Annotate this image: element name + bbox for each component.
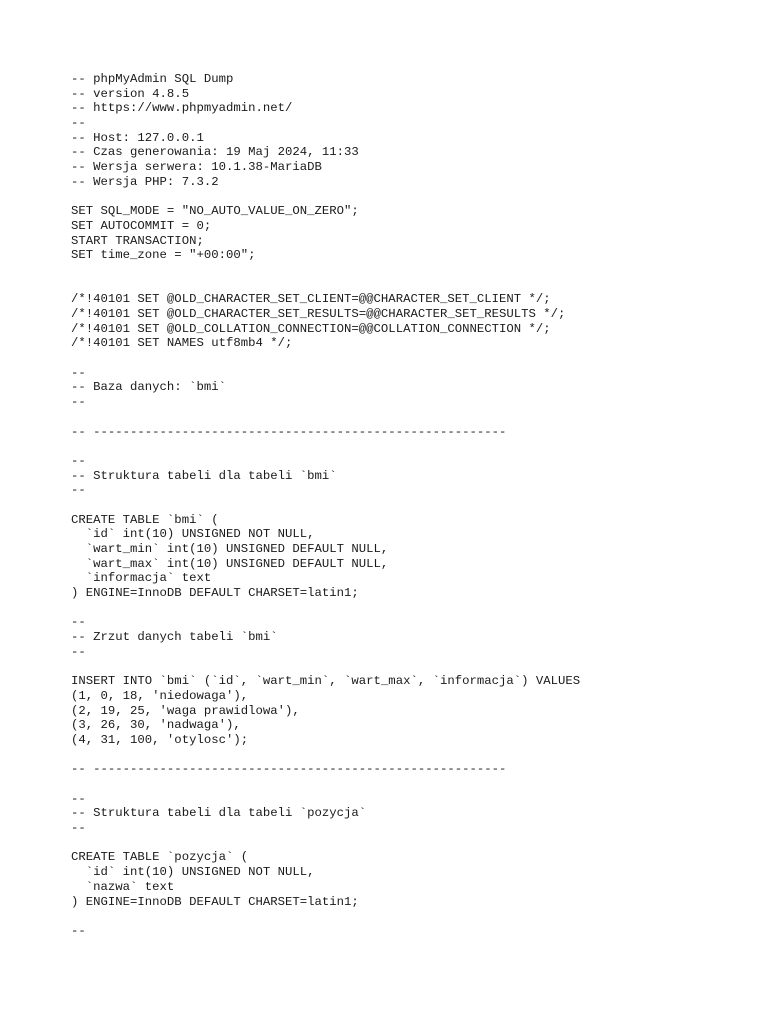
code-line: -- [71,821,86,836]
code-line: ) ENGINE=InnoDB DEFAULT CHARSET=latin1; [71,894,359,909]
code-line: (2, 19, 25, 'waga prawidlowa'), [71,703,300,718]
code-line [71,439,751,454]
code-line: `wart_min` int(10) UNSIGNED DEFAULT NULL, [71,542,389,556]
code-line [71,410,751,425]
code-line: -- Wersja serwera: 10.1.38-MariaDB [71,160,322,175]
code-line: -- [71,453,86,468]
code-line: (4, 31, 100, 'otylosc'); [71,732,249,747]
code-line: (3, 26, 30, 'nadwaga'), [71,718,241,733]
code-line: -- Host: 127.0.0.1 [71,130,204,145]
code-line: -- Struktura tabeli dla tabeli `pozycja` [71,806,367,821]
code-line [71,777,751,792]
code-line [71,601,751,616]
code-line: /*!40101 SET @OLD_CHARACTER_SET_CLIENT=@@CHARACTER_SET_CLIENT */; [71,292,551,307]
sql-dump-text [71,72,751,939]
code-line: `id` int(10) UNSIGNED NOT NULL, [71,527,315,542]
code-line: -- Wersja PHP: 7.3.2 [71,174,219,189]
code-line: `id` int(10) UNSIGNED NOT NULL, [71,865,315,880]
code-line: SET SQL_MODE = "NO_AUTO_VALUE_ON_ZERO"; [71,204,359,219]
code-line: SET AUTOCOMMIT = 0; [71,218,212,233]
code-line: -- [71,791,86,806]
code-line: -- [71,365,86,380]
code-line [71,909,751,924]
code-line [71,498,751,513]
code-line: -- phpMyAdmin SQL Dump [71,72,234,86]
code-line: -- [71,116,86,131]
code-line: (1, 0, 18, 'niedowaga'), [71,688,249,703]
code-line [71,836,751,851]
code-line: -- [71,923,86,938]
code-line [71,748,751,763]
code-line: -- version 4.8.5 [71,86,190,101]
code-line: `wart_max` int(10) UNSIGNED DEFAULT NULL, [71,556,389,571]
code-line [71,263,751,278]
code-line: -- [71,615,86,630]
code-line: SET time_zone = "+00:00"; [71,248,256,263]
code-line: `informacja` text [71,571,212,586]
code-line: CREATE TABLE `bmi` ( [71,512,219,527]
code-line: -- [71,483,86,498]
code-line: -- Struktura tabeli dla tabeli `bmi` [71,468,337,483]
code-line [71,190,751,205]
code-line: /*!40101 SET NAMES utf8mb4 */; [71,336,293,351]
code-line: -- Zrzut danych tabeli `bmi` [71,630,278,645]
code-line: -- -------------------------------------------------------- [71,762,507,777]
code-line: -- [71,644,86,659]
code-line: -- https://www.phpmyadmin.net/ [71,101,293,116]
code-line: -- Czas generowania: 19 Maj 2024, 11:33 [71,145,359,160]
code-line: -- Baza danych: `bmi` [71,380,226,395]
code-line: START TRANSACTION; [71,233,204,248]
code-line [71,660,751,675]
code-line: /*!40101 SET @OLD_COLLATION_CONNECTION=@@COLLATION_CONNECTION */; [71,321,551,336]
code-line [71,278,751,293]
code-line [71,351,751,366]
code-line: CREATE TABLE `pozycja` ( [71,850,249,865]
code-line: -- -------------------------------------------------------- [71,424,507,439]
code-line: INSERT INTO `bmi` (`id`, `wart_min`, `wart_max`, `informacja`) VALUES [71,674,581,689]
code-line: /*!40101 SET @OLD_CHARACTER_SET_RESULTS=@@CHARACTER_SET_RESULTS */; [71,307,566,321]
code-line: -- [71,395,86,410]
code-line: `nazwa` text [71,879,175,894]
code-line: ) ENGINE=InnoDB DEFAULT CHARSET=latin1; [71,586,359,601]
